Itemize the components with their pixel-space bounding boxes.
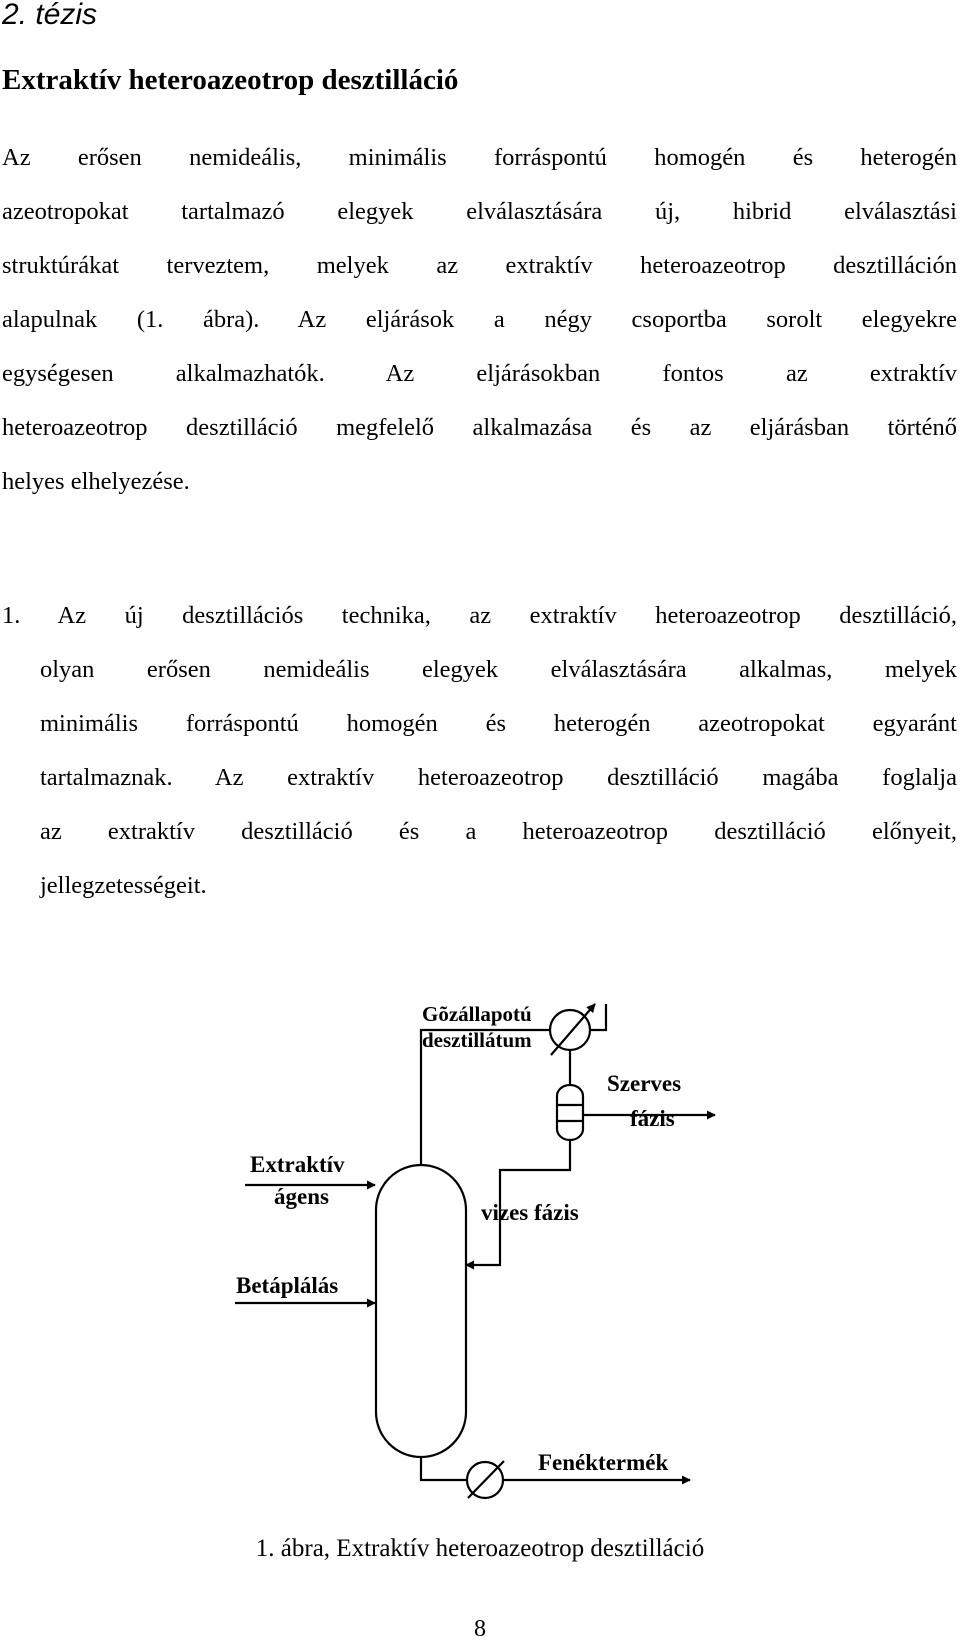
section-title: Extraktív heteroazeotrop desztilláció xyxy=(2,64,459,96)
process-flow-diagram xyxy=(0,990,960,1530)
intro-line: helyes elhelyezése. xyxy=(2,468,190,495)
label-feed: Betáplálás xyxy=(236,1273,339,1298)
point-1-line: jellegzetességeit. xyxy=(40,872,207,899)
point-1-line: minimális forráspontú homogén és heterogén azeotropokat egyaránt xyxy=(40,710,957,737)
point-1-paragraph xyxy=(2,589,957,913)
label-vapor-distillate: Gõzállapotú xyxy=(422,1002,532,1026)
bottoms-line xyxy=(421,1457,467,1480)
distillation-column xyxy=(376,1165,466,1457)
intro-line: struktúrákat terveztem, melyek az extraktív heteroazeotrop desztilláción xyxy=(2,252,957,279)
point-1-line: az extraktív desztilláció és a heteroazeotrop desztilláció előnyeit, xyxy=(40,818,957,845)
intro-line: alapulnak (1. ábra). Az eljárások a négy csoportba sorolt elegyekre xyxy=(2,306,957,333)
label-aqueous-phase: vizes fázis xyxy=(481,1200,579,1225)
label-bottoms: Fenéktermék xyxy=(538,1450,669,1475)
thesis-label: 2. tézis xyxy=(2,0,98,31)
decanter-icon xyxy=(557,1085,583,1140)
label-vapor-distillate: desztillátum xyxy=(422,1028,532,1052)
point-1-line: tartalmaznak. Az extraktív heteroazeotrop desztilláció magába foglalja xyxy=(40,764,957,791)
point-1-line: 1. Az új desztillációs technika, az extraktív heteroazeotrop desztilláció, xyxy=(2,602,957,629)
intro-line: heteroazeotrop desztilláció megfelelő alkalmazása és az eljárásban történő xyxy=(2,414,957,441)
figure-caption: 1. ábra, Extraktív heteroazeotrop desztilláció xyxy=(255,1535,705,1562)
page-number: 8 xyxy=(474,1616,486,1642)
intro-line: egységesen alkalmazhatók. Az eljárásokban fontos az extraktív xyxy=(2,360,957,387)
point-1-line: olyan erősen nemideális elegyek elválasztására alkalmas, melyek xyxy=(40,656,957,683)
label-extractive-agent: Extraktív xyxy=(250,1152,345,1177)
label-extractive-agent: ágens xyxy=(274,1184,329,1209)
intro-paragraph xyxy=(2,131,957,509)
intro-line: azeotropokat tartalmazó elegyek elválasztására új, hibrid elválasztási xyxy=(2,198,957,225)
label-organic-phase: Szerves xyxy=(607,1071,682,1096)
intro-line: Az erősen nemideális, minimális forráspontú homogén és heterogén xyxy=(2,144,957,171)
label-organic-phase: fázis xyxy=(630,1106,675,1131)
